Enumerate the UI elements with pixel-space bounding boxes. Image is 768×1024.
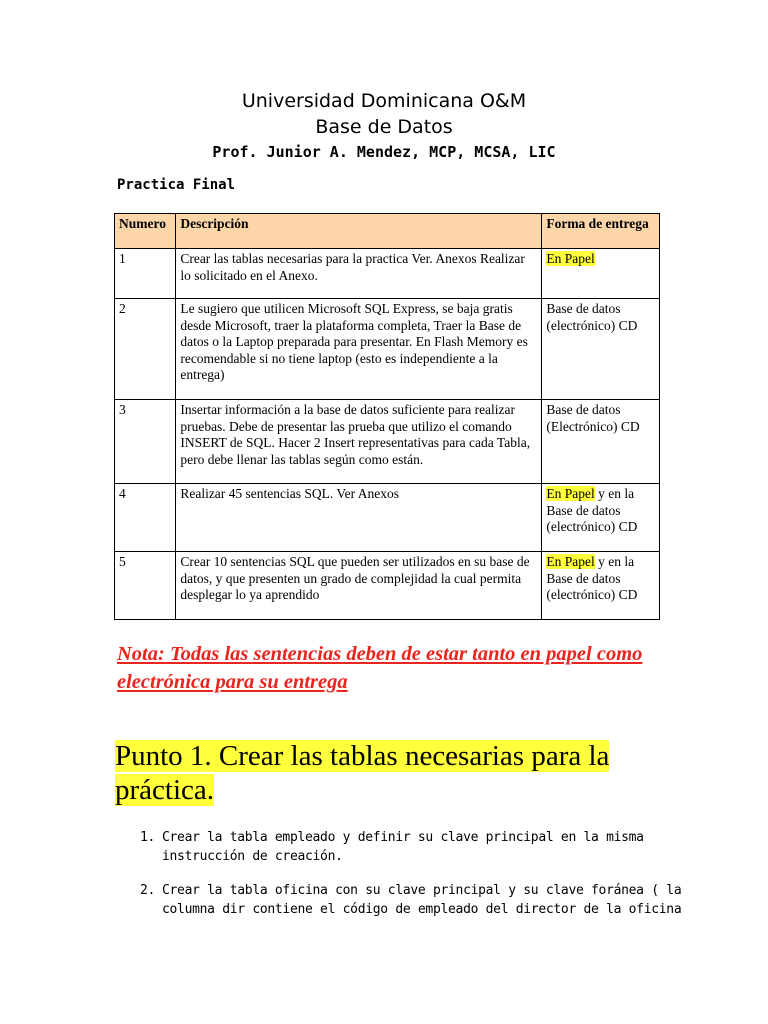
row-number: 3 — [115, 400, 176, 484]
table-row — [115, 400, 660, 484]
practica-title: Practica Final — [117, 177, 236, 193]
entrega-text: y en la Base de datos (electrónico) CD — [546, 554, 638, 602]
list-item — [140, 881, 700, 919]
row-description: Realizar 45 sentencias SQL. Ver Anexos — [176, 484, 542, 552]
row-description: Crear las tablas necesarias para la practica Ver. Anexos Realizar lo solicitado en el Anexo. — [176, 249, 542, 299]
list-item — [140, 828, 700, 866]
row-description: Crear 10 sentencias SQL que pueden ser utilizados en su base de datos, y que presenten un grado de complejidad la cual permita desplegar lo ya aprendido — [176, 552, 542, 620]
row-number: 5 — [115, 552, 176, 620]
entrega-text: Base de datos (Electrónico) CD — [546, 402, 640, 434]
step-number: 1. — [140, 830, 156, 845]
entrega-text: Base de datos (electrónico) CD — [546, 301, 638, 333]
entrega-highlight: En Papel — [546, 554, 595, 569]
punto-highlight: Punto 1. Crear las tablas necesarias para la práctica. — [115, 740, 610, 806]
table-row — [115, 249, 660, 299]
row-number: 4 — [115, 484, 176, 552]
row-entrega — [542, 299, 660, 400]
row-number: 2 — [115, 299, 176, 400]
document-header — [0, 88, 768, 164]
nota-text: Nota: Todas las sentencias deben de estar tanto en papel como electrónica para su entrega — [117, 643, 643, 693]
header-forma-entrega: Forma de entrega — [542, 214, 660, 249]
row-entrega — [542, 400, 660, 484]
header-descripcion: Descripción — [176, 214, 542, 249]
entrega-text: y en la Base de datos (electrónico) CD — [546, 486, 638, 534]
row-entrega — [542, 484, 660, 552]
tasks-table — [114, 213, 660, 620]
professor-name: Prof. Junior A. Mendez, MCP, MCSA, LIC — [212, 143, 556, 161]
steps-list — [140, 828, 700, 919]
entrega-highlight: En Papel — [546, 486, 595, 501]
header-numero: Numero — [115, 214, 176, 249]
table-row — [115, 299, 660, 400]
table-header-row — [115, 214, 660, 249]
university-name: Universidad Dominicana O&M — [241, 90, 527, 112]
table-row — [115, 552, 660, 620]
punto-heading — [115, 739, 675, 807]
row-description: Le sugiero que utilicen Microsoft SQL Express, se baja gratis desde Microsoft, traer la plataforma completa, Traer la Base de datos o la Laptop preparada para presentar. En Flash Memory es recomendable si no tiene laptop (esto es independiente a la entrega) — [176, 299, 542, 400]
entrega-highlight: En Papel — [546, 251, 595, 266]
row-number: 1 — [115, 249, 176, 299]
step-number: 2. — [140, 883, 156, 898]
course-name: Base de Datos — [315, 116, 453, 138]
table-row — [115, 484, 660, 552]
step-text: Crear la tabla oficina con su clave principal y su clave foránea ( la columna dir contiene el código de empleado del director de la oficina — [162, 883, 682, 917]
row-entrega — [542, 552, 660, 620]
row-entrega — [542, 249, 660, 299]
row-description: Insertar información a la base de datos suficiente para realizar pruebas. Debe de presentar las prueba que utilizo el comando INSERT de SQL. Hacer 2 Insert representativas para cada Tabla, pero debe llenar las tablas según como están. — [176, 400, 542, 484]
step-text: Crear la tabla empleado y definir su clave principal en la misma instrucción de creación. — [162, 830, 644, 864]
